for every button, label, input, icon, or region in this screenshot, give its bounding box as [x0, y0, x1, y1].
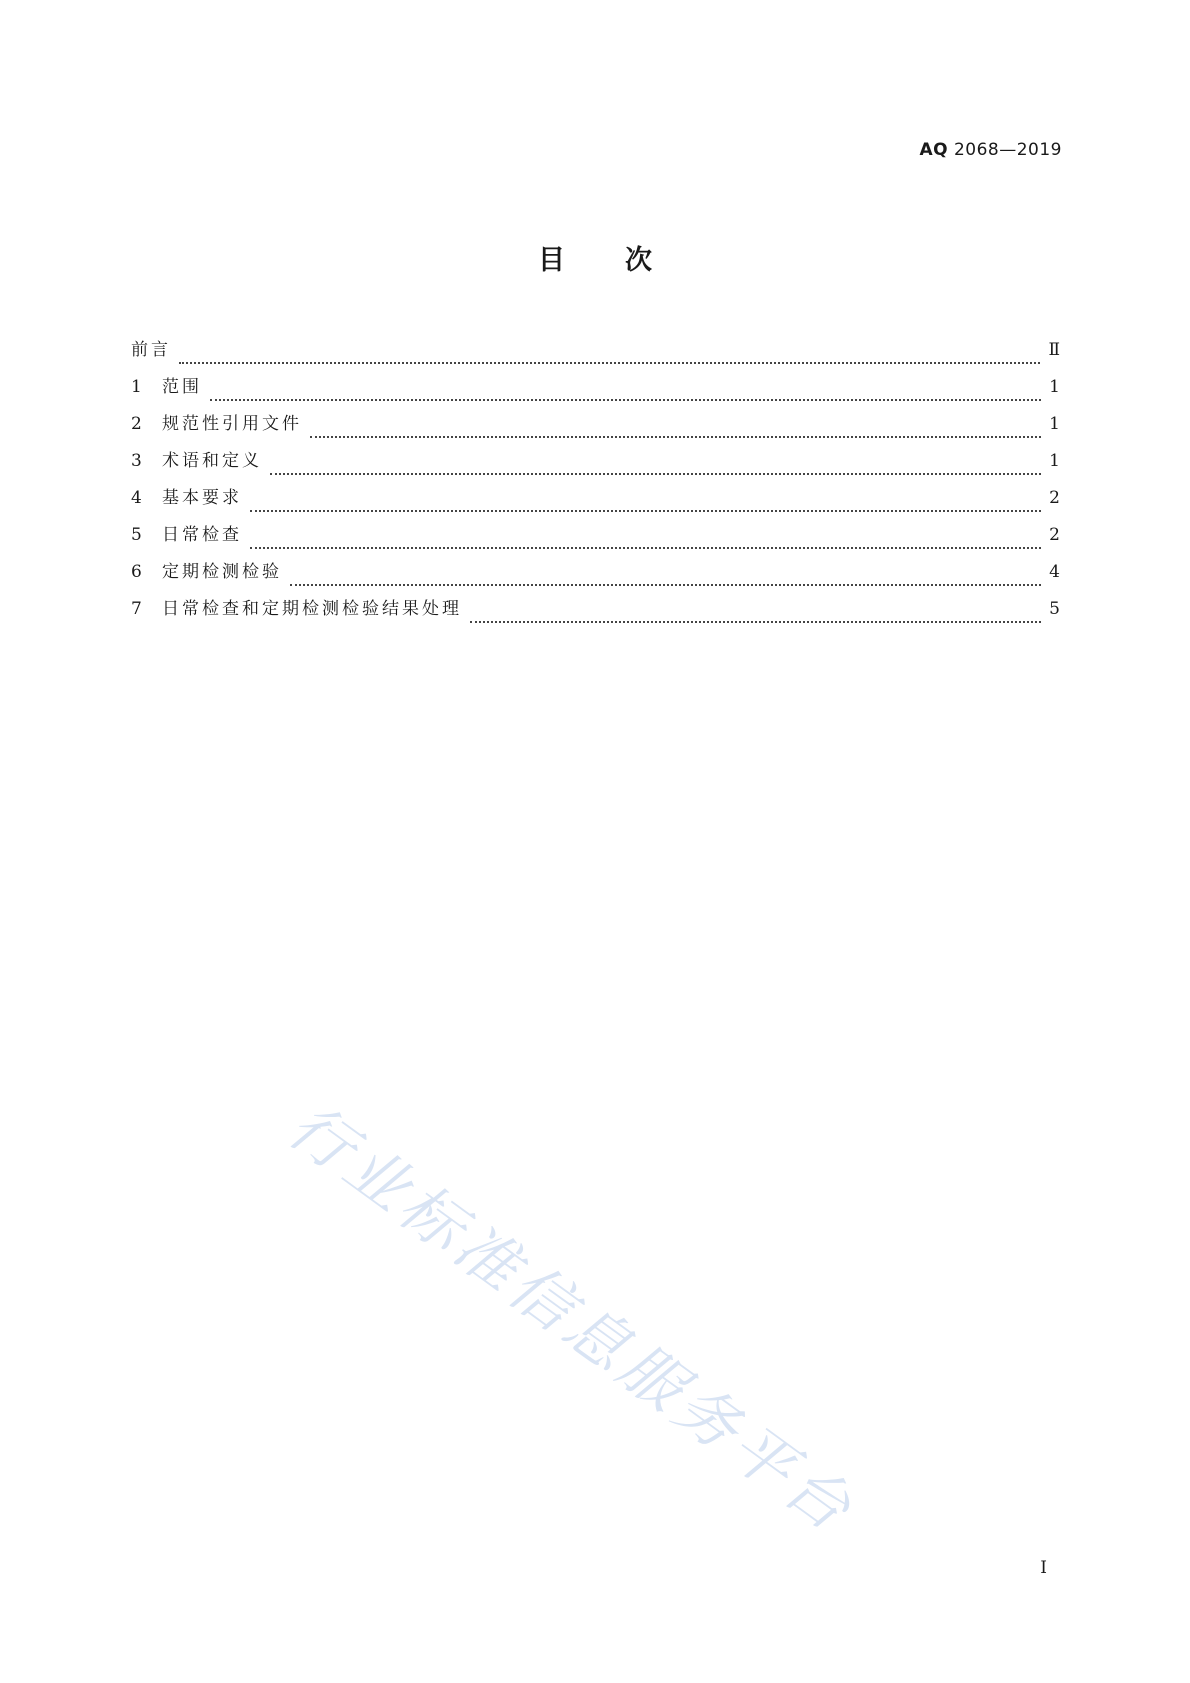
- toc-leader-dots: [270, 472, 1041, 475]
- toc-entry-number: 3: [131, 451, 142, 471]
- toc-entry-7[interactable]: [131, 599, 1060, 636]
- toc-entry-title: 日常检查和定期检测检验结果处理: [162, 599, 462, 619]
- toc-leader-dots: [250, 546, 1041, 549]
- toc-entry-title: 定期检测检验: [162, 562, 282, 582]
- toc-entry-page: 2: [1049, 488, 1060, 508]
- toc-entry-title: 术语和定义: [162, 451, 262, 471]
- document-code-number: 2068—2019: [948, 140, 1062, 160]
- toc-entry-number: 4: [131, 488, 142, 508]
- toc-entry-page: 1: [1049, 414, 1060, 434]
- toc-entry-4[interactable]: [131, 488, 1060, 525]
- toc-entry-number: 1: [131, 377, 142, 397]
- toc-entry-page: 5: [1049, 599, 1060, 619]
- toc-entry-page: 2: [1049, 525, 1060, 545]
- toc-leader-dots: [179, 361, 1040, 364]
- toc-entry-foreword[interactable]: [131, 340, 1060, 377]
- toc-entry-title: 基本要求: [162, 488, 242, 508]
- toc-leader-dots: [470, 620, 1041, 623]
- watermark: 行业标准信息服务平台: [275, 1089, 869, 1548]
- document-code: [919, 140, 1062, 160]
- toc-entry-number: 2: [131, 414, 142, 434]
- toc-entry-number: 7: [131, 599, 142, 619]
- page-title: 目次: [538, 245, 712, 276]
- toc-entry-5[interactable]: [131, 525, 1060, 562]
- toc-entry-1[interactable]: [131, 377, 1060, 414]
- table-of-contents: [131, 340, 1060, 636]
- page-number: I: [1040, 1558, 1047, 1578]
- toc-entry-title: 日常检查: [162, 525, 242, 545]
- toc-entry-title: 范围: [162, 377, 202, 397]
- toc-leader-dots: [250, 509, 1041, 512]
- toc-leader-dots: [210, 398, 1041, 401]
- toc-entry-page: Ⅱ: [1048, 340, 1060, 360]
- toc-entry-page: 4: [1049, 562, 1060, 582]
- toc-entry-title: 前言: [131, 340, 171, 360]
- toc-entry-number: 6: [131, 562, 142, 582]
- toc-entry-page: 1: [1049, 451, 1060, 471]
- toc-entry-2[interactable]: [131, 414, 1060, 451]
- toc-entry-title: 规范性引用文件: [162, 414, 302, 434]
- toc-entry-3[interactable]: [131, 451, 1060, 488]
- document-code-prefix: AQ: [919, 140, 949, 160]
- toc-leader-dots: [310, 435, 1041, 438]
- toc-leader-dots: [290, 583, 1041, 586]
- toc-entry-page: 1: [1049, 377, 1060, 397]
- toc-entry-6[interactable]: [131, 562, 1060, 599]
- toc-entry-number: 5: [131, 525, 142, 545]
